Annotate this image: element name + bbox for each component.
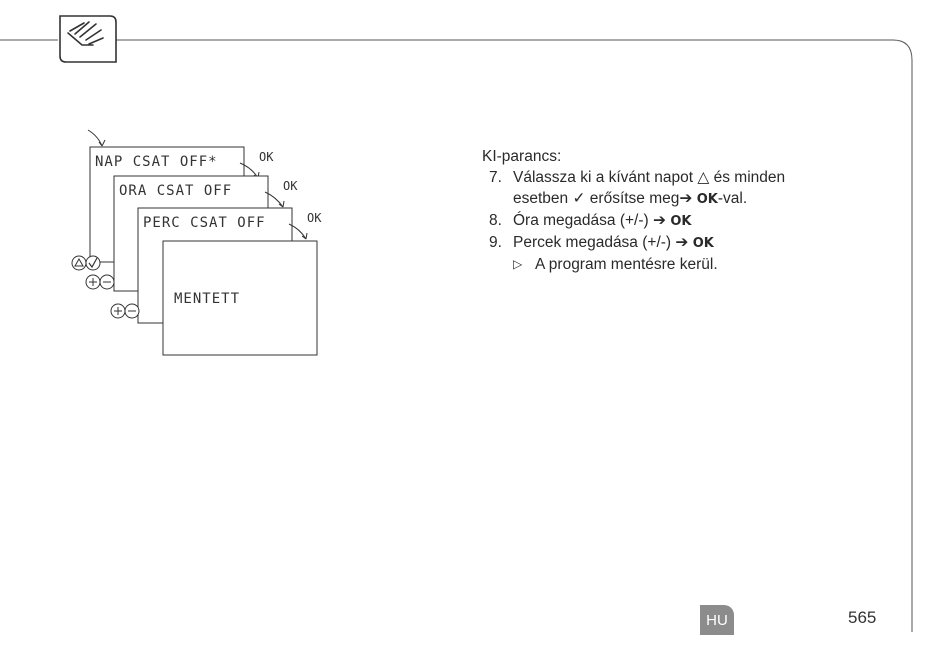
language-badge: HU [700, 605, 734, 635]
step-text: erősítse meg [589, 190, 680, 207]
minus-button-icon [100, 275, 114, 289]
ok-label-1: OK [259, 150, 274, 164]
check-icon: ✓ [572, 190, 586, 207]
plus-button-icon [86, 275, 100, 289]
steps-list [482, 167, 902, 254]
step-text: Óra megadása (+/-) [513, 212, 649, 229]
step-text: és minden [713, 169, 786, 186]
lcd-text-4: MENTETT [174, 291, 241, 307]
ok-key: OK [670, 214, 692, 229]
step-7 [482, 167, 902, 210]
instructions-heading: KI-parancs: [482, 148, 562, 165]
ok-key: OK [696, 192, 718, 207]
step-text: -val. [717, 190, 748, 207]
arrow-right-icon: ➔ [679, 190, 693, 207]
lcd-text-2: ORA CSAT OFF [119, 183, 233, 199]
lcd-screen-4 [163, 241, 317, 355]
ok-label-3: OK [307, 211, 322, 225]
arrow-right-icon: ➔ [675, 234, 689, 251]
step-9 [482, 232, 902, 254]
plus-button-icon [111, 304, 125, 318]
check-button-icon [86, 256, 100, 270]
page-border [0, 40, 912, 632]
step-text: esetben [513, 190, 569, 207]
hand-icon [60, 16, 116, 62]
lcd-text-3: PERC CSAT OFF [143, 215, 266, 231]
step-text: Válassza ki a kívánt napot [513, 169, 694, 186]
step-number: 9. [489, 234, 502, 251]
ok-label-2: OK [283, 179, 298, 193]
instructions [482, 146, 902, 275]
minus-button-icon [125, 304, 139, 318]
step-number: 7. [489, 169, 502, 186]
ok-key: OK [692, 236, 714, 251]
step-number: 8. [489, 212, 502, 229]
lcd-text-1: NAP CSAT OFF* [95, 154, 218, 170]
step-8 [482, 210, 902, 232]
step-text: Percek megadása (+/-) [513, 234, 672, 251]
up-triangle-icon: △ [697, 169, 710, 186]
entry-arrow-icon [88, 130, 105, 146]
result-line [482, 254, 902, 275]
up-arrow-button-icon [72, 256, 86, 270]
arrow-right-icon: ➔ [653, 212, 666, 229]
page-number: 565 [848, 608, 877, 627]
result-triangle-icon: ▷ [513, 257, 523, 271]
result-text: A program mentésre kerül. [535, 256, 718, 273]
